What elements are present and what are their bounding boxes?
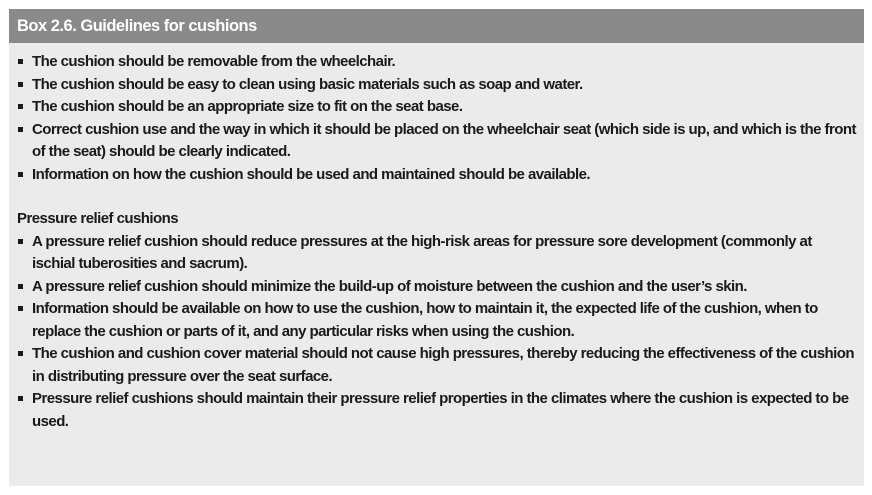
bullet-icon (18, 59, 23, 64)
pressure-relief-list (17, 231, 856, 434)
list-item (17, 231, 856, 276)
bullet-icon (18, 306, 23, 311)
list-item (17, 298, 856, 343)
list-item-text: A pressure relief cushion should minimize the build-up of moisture between the cushion and the user’s skin. (32, 277, 747, 295)
bullet-icon (18, 127, 23, 132)
list-item (17, 276, 856, 299)
bullet-icon (18, 104, 23, 109)
bullet-icon (18, 82, 23, 87)
guidelines-box (9, 9, 864, 486)
bullet-icon (18, 351, 23, 356)
list-item-text: Information on how the cushion should be used and maintained should be available. (32, 165, 591, 183)
section-heading: Pressure relief cushions (17, 210, 179, 227)
bullet-icon (18, 239, 23, 244)
list-item-text: Pressure relief cushions should maintain their pressure relief properties in the climates where the cushion is expected to be used. (32, 390, 849, 430)
list-item-text: The cushion and cushion cover material should not cause high pressures, thereby reducing the effectiveness of the cushion in distributing pressure over the seat surface. (32, 345, 854, 385)
list-item (17, 388, 856, 433)
list-item-text: Correct cushion use and the way in which it should be placed on the wheelchair seat (which side is up, and which is the front of the seat) should be clearly indicated. (32, 120, 856, 160)
box-title: Box 2.6. Guidelines for cushions (9, 9, 864, 43)
list-item-text: Information should be available on how to use the cushion, how to maintain it, the expected life of the cushion, when to replace the cushion or parts of it, and any particular risks when using the cushion. (32, 300, 818, 340)
list-item (17, 343, 856, 388)
general-guidelines-list (17, 51, 856, 186)
section-spacer (17, 186, 856, 208)
list-item (17, 74, 856, 97)
list-item-text: The cushion should be an appropriate size to fit on the seat base. (32, 98, 463, 115)
bullet-icon (18, 172, 23, 177)
list-item (17, 51, 856, 74)
bullet-icon (18, 284, 23, 289)
bullet-icon (18, 396, 23, 401)
list-item (17, 119, 856, 164)
box-content (9, 43, 864, 433)
list-item (17, 164, 856, 187)
list-item-text: The cushion should be easy to clean using basic materials such as soap and water. (32, 75, 583, 93)
list-item (17, 96, 856, 119)
list-item-text: A pressure relief cushion should reduce pressures at the high-risk areas for pressure sore development (commonly at ischial tuberosities and sacrum). (32, 232, 812, 272)
list-item-text: The cushion should be removable from the wheelchair. (32, 53, 396, 70)
